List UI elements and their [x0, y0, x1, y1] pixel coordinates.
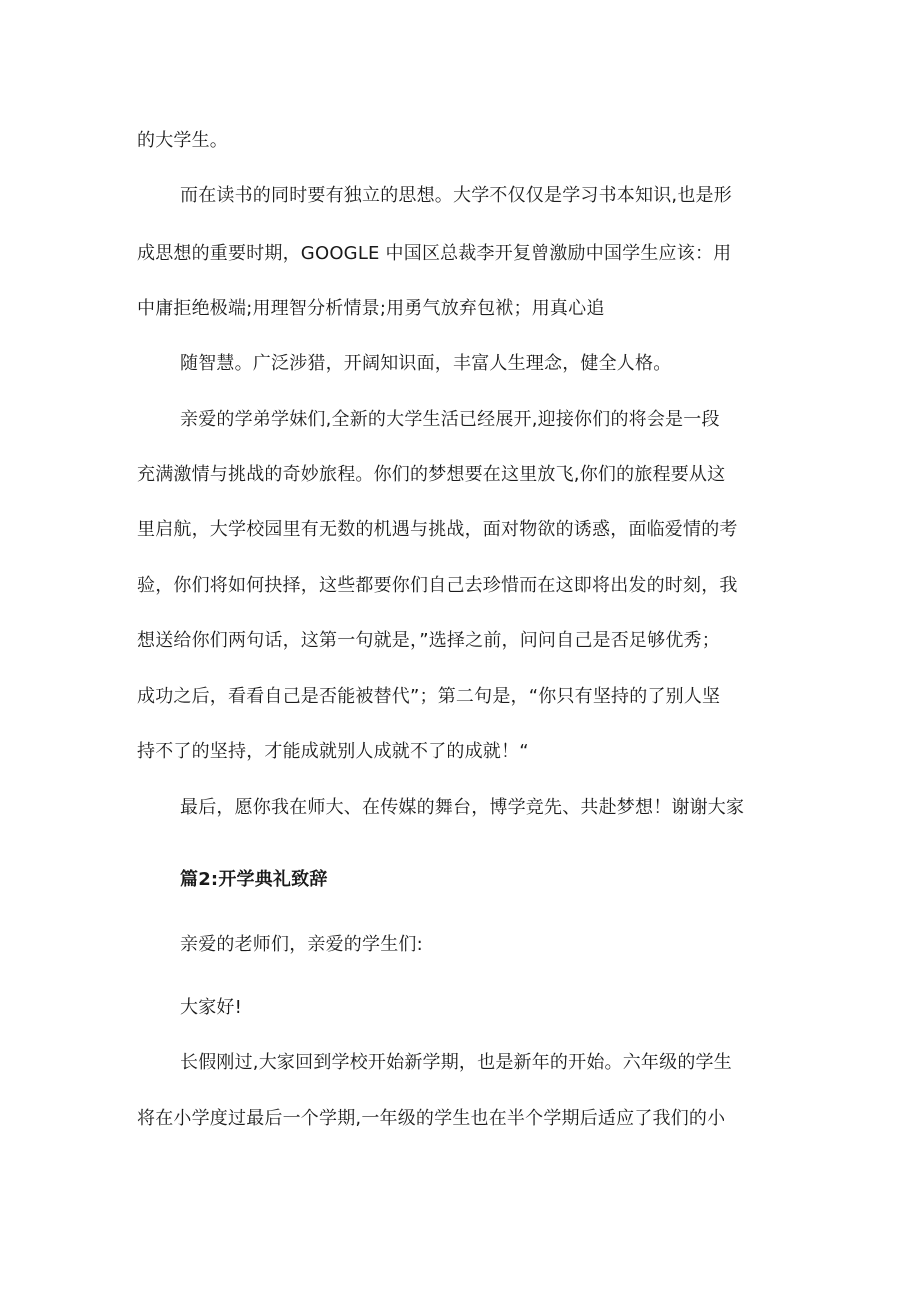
paragraph-line: 验，你们将如何抉择，这些都要你们自己去珍惜而在这即将出发的时刻，我 [137, 575, 738, 596]
paragraph-line: 成功之后，看看自己是否能被替代”；第二句是，“你只有坚持的了别人坚 [137, 686, 721, 707]
paragraph-line: 而在读书的同时要有独立的思想。大学不仅仅是学习书本知识,也是形 [180, 185, 732, 206]
paragraph-line: 将在小学度过最后一个学期,一年级的学生也在半个学期后适应了我们的小 [137, 1108, 726, 1129]
section-heading: 篇2:开学典礼致辞 [180, 869, 328, 890]
paragraph-line: 随智慧。广泛涉猎，开阔知识面，丰富人生理念，健全人格。 [180, 353, 672, 374]
paragraph-line: 里启航，大学校园里有无数的机遇与挑战，面对物欲的诱惑，面临爱情的考 [137, 519, 738, 540]
paragraph-line: 的大学生。 [137, 130, 228, 151]
paragraph-line: 长假刚过,大家回到学校开始新学期，也是新年的开始。六年级的学生 [180, 1052, 732, 1073]
paragraph-line: 亲爱的学弟学妹们,全新的大学生活已经展开,迎接你们的将会是一段 [180, 409, 720, 430]
paragraph-line: 想送给你们两句话，这第一句就是，”选择之前，问问自己是否足够优秀； [137, 630, 720, 651]
greeting-line: 大家好! [180, 997, 243, 1018]
paragraph-line: 中庸拒绝极端;用理智分析情景;用勇气放弃包袱；用真心追 [137, 298, 605, 319]
paragraph-line: 持不了的坚持，才能成就别人成就不了的成就！“ [137, 741, 529, 762]
paragraph-line: 成思想的重要时期，GOOGLE 中国区总裁李开复曾激励中国学生应该：用 [137, 243, 732, 264]
paragraph-line: 最后，愿你我在师大、在传媒的舞台，博学竞先、共赴梦想！谢谢大家 [180, 797, 745, 818]
paragraph-line: 充满激情与挑战的奇妙旅程。你们的梦想要在这里放飞,你们的旅程要从这 [137, 464, 726, 485]
salutation-line: 亲爱的老师们，亲爱的学生们: [180, 934, 423, 955]
